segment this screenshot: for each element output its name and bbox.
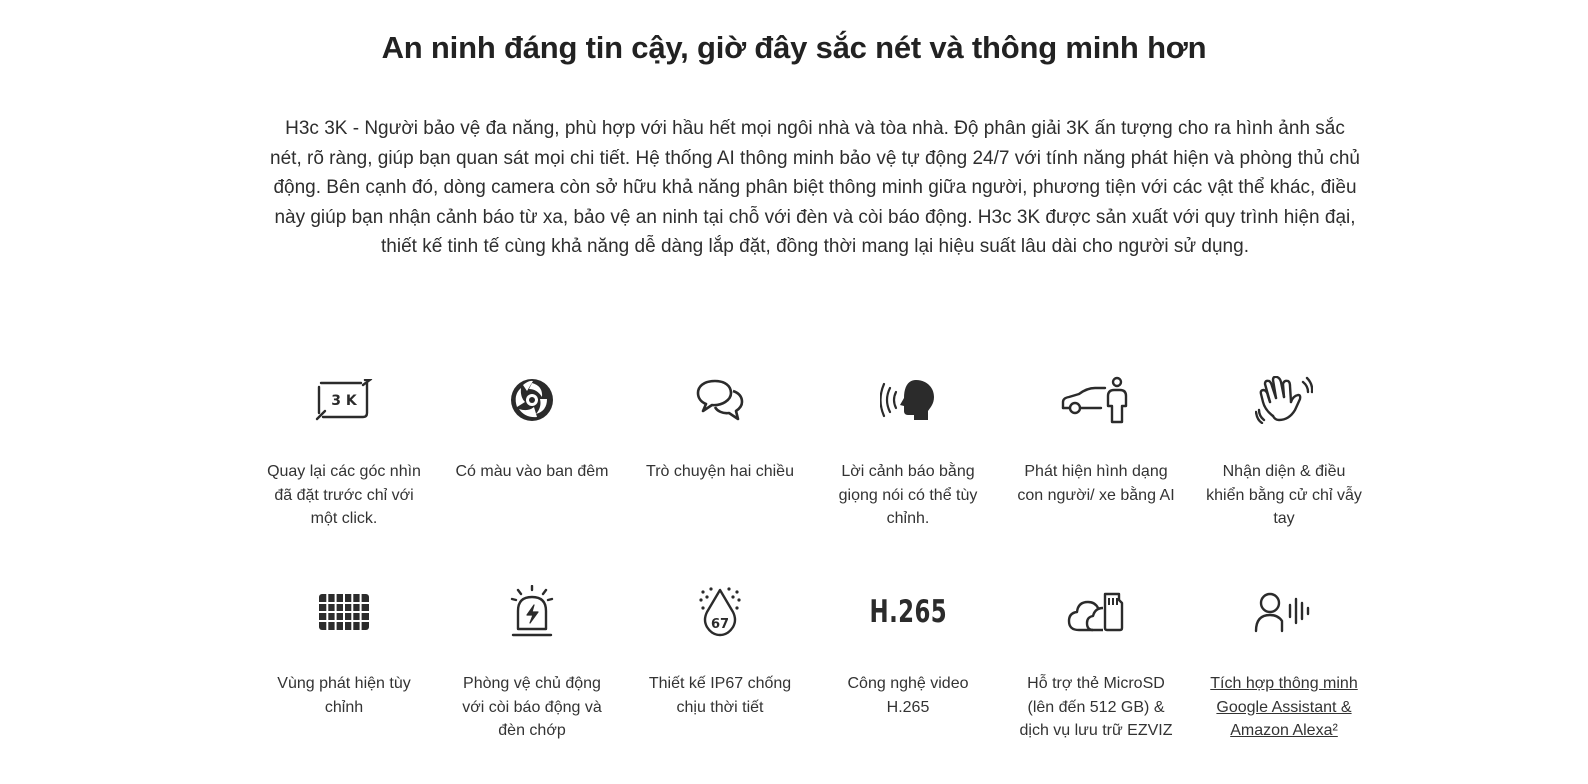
- feature-label: Có màu vào ban đêm: [455, 463, 609, 480]
- human-vehicle-detection-icon: [1056, 360, 1136, 440]
- siren-strobe-icon: [492, 572, 572, 652]
- ip67-weatherproof-icon: [680, 572, 760, 652]
- two-way-talk-icon: [680, 360, 760, 440]
- feature-voice-alert: [814, 360, 1002, 572]
- feature-label: Thiết kế IP67 chống chịu thời tiết: [648, 675, 792, 716]
- feature-label: Nhận diện & điều khiển bằng cử chỉ vẫy tay: [1206, 463, 1362, 528]
- 3k-resolution-icon: [304, 360, 384, 440]
- feature-human-vehicle: [1002, 360, 1190, 572]
- feature-siren: [438, 572, 626, 784]
- hand-wave-icon: [1244, 360, 1324, 440]
- feature-label: Phòng vệ chủ động với còi báo động và đèn chớp: [462, 675, 602, 740]
- custom-voice-alert-icon: [868, 360, 948, 440]
- svg-text:67: 67: [710, 617, 730, 632]
- feature-voice-assistant[interactable]: [1190, 572, 1378, 784]
- feature-label: Công nghệ video H.265: [847, 675, 969, 716]
- feature-ip67: [626, 572, 814, 784]
- feature-grid: [250, 360, 1380, 784]
- feature-label: Trò chuyện hai chiều: [646, 463, 794, 480]
- feature-color-night: [438, 360, 626, 572]
- feature-label: Phát hiện hình dạng con người/ xe bằng AI: [1017, 463, 1175, 504]
- feature-h265: [814, 572, 1002, 784]
- detection-zone-grid-icon: [304, 572, 384, 652]
- feature-detection-zone: [250, 572, 438, 784]
- feature-label: Hỗ trợ thẻ MicroSD (lên đến 512 GB) & dịch vụ lưu trữ EZVIZ: [1019, 675, 1173, 740]
- svg-text:3 K: 3 K: [331, 393, 357, 409]
- feature-label: Lời cảnh báo bằng giọng nói có thể tùy chỉnh.: [838, 463, 978, 528]
- voice-assistant-icon: [1244, 572, 1324, 652]
- cloud-microsd-icon: [1056, 572, 1136, 652]
- feature-3k: [250, 360, 438, 572]
- feature-label: Vùng phát hiện tùy chỉnh: [277, 675, 411, 716]
- color-night-vision-icon: [492, 360, 572, 440]
- feature-storage: [1002, 572, 1190, 784]
- section-heading: An ninh đáng tin cậy, giờ đây sắc nét và thông minh hơn: [381, 30, 1207, 65]
- feature-hand-wave: [1190, 360, 1378, 572]
- voice-assistant-link[interactable]: Tích hợp thông minh Google Assistant & Amazon Alexa²: [1210, 675, 1358, 740]
- feature-two-way-talk: [626, 360, 814, 572]
- intro-paragraph: H3c 3K - Người bảo vệ đa năng, phù hợp với hầu hết mọi ngôi nhà và tòa nhà. Độ phân giải 3K ấn tượng cho ra hình ảnh sắc nét, rõ ràng, giúp bạn quan sát mọi chi tiết. Hệ thống AI thông minh bảo vệ tự động 24/7 với tính năng phát hiện và phòng thủ chủ động. Bên cạnh đó, dòng camera còn sở hữu khả năng phân biệt thông minh giữa người, phương tiện với các vật thể khác, điều này giúp bạn nhận cảnh báo từ xa, bảo vệ an ninh tại chỗ với đèn và còi báo động. H3c 3K được sản xuất với quy trình hiện đại, thiết kế tinh tế cùng khả năng dễ dàng lắp đặt, đồng thời mang lại hiệu suất lâu dài cho người sử dụng.: [270, 118, 1360, 258]
- feature-label: Quay lại các góc nhìn đã đặt trước chỉ với một click.: [267, 463, 421, 528]
- h265-icon: H.265: [869, 594, 947, 630]
